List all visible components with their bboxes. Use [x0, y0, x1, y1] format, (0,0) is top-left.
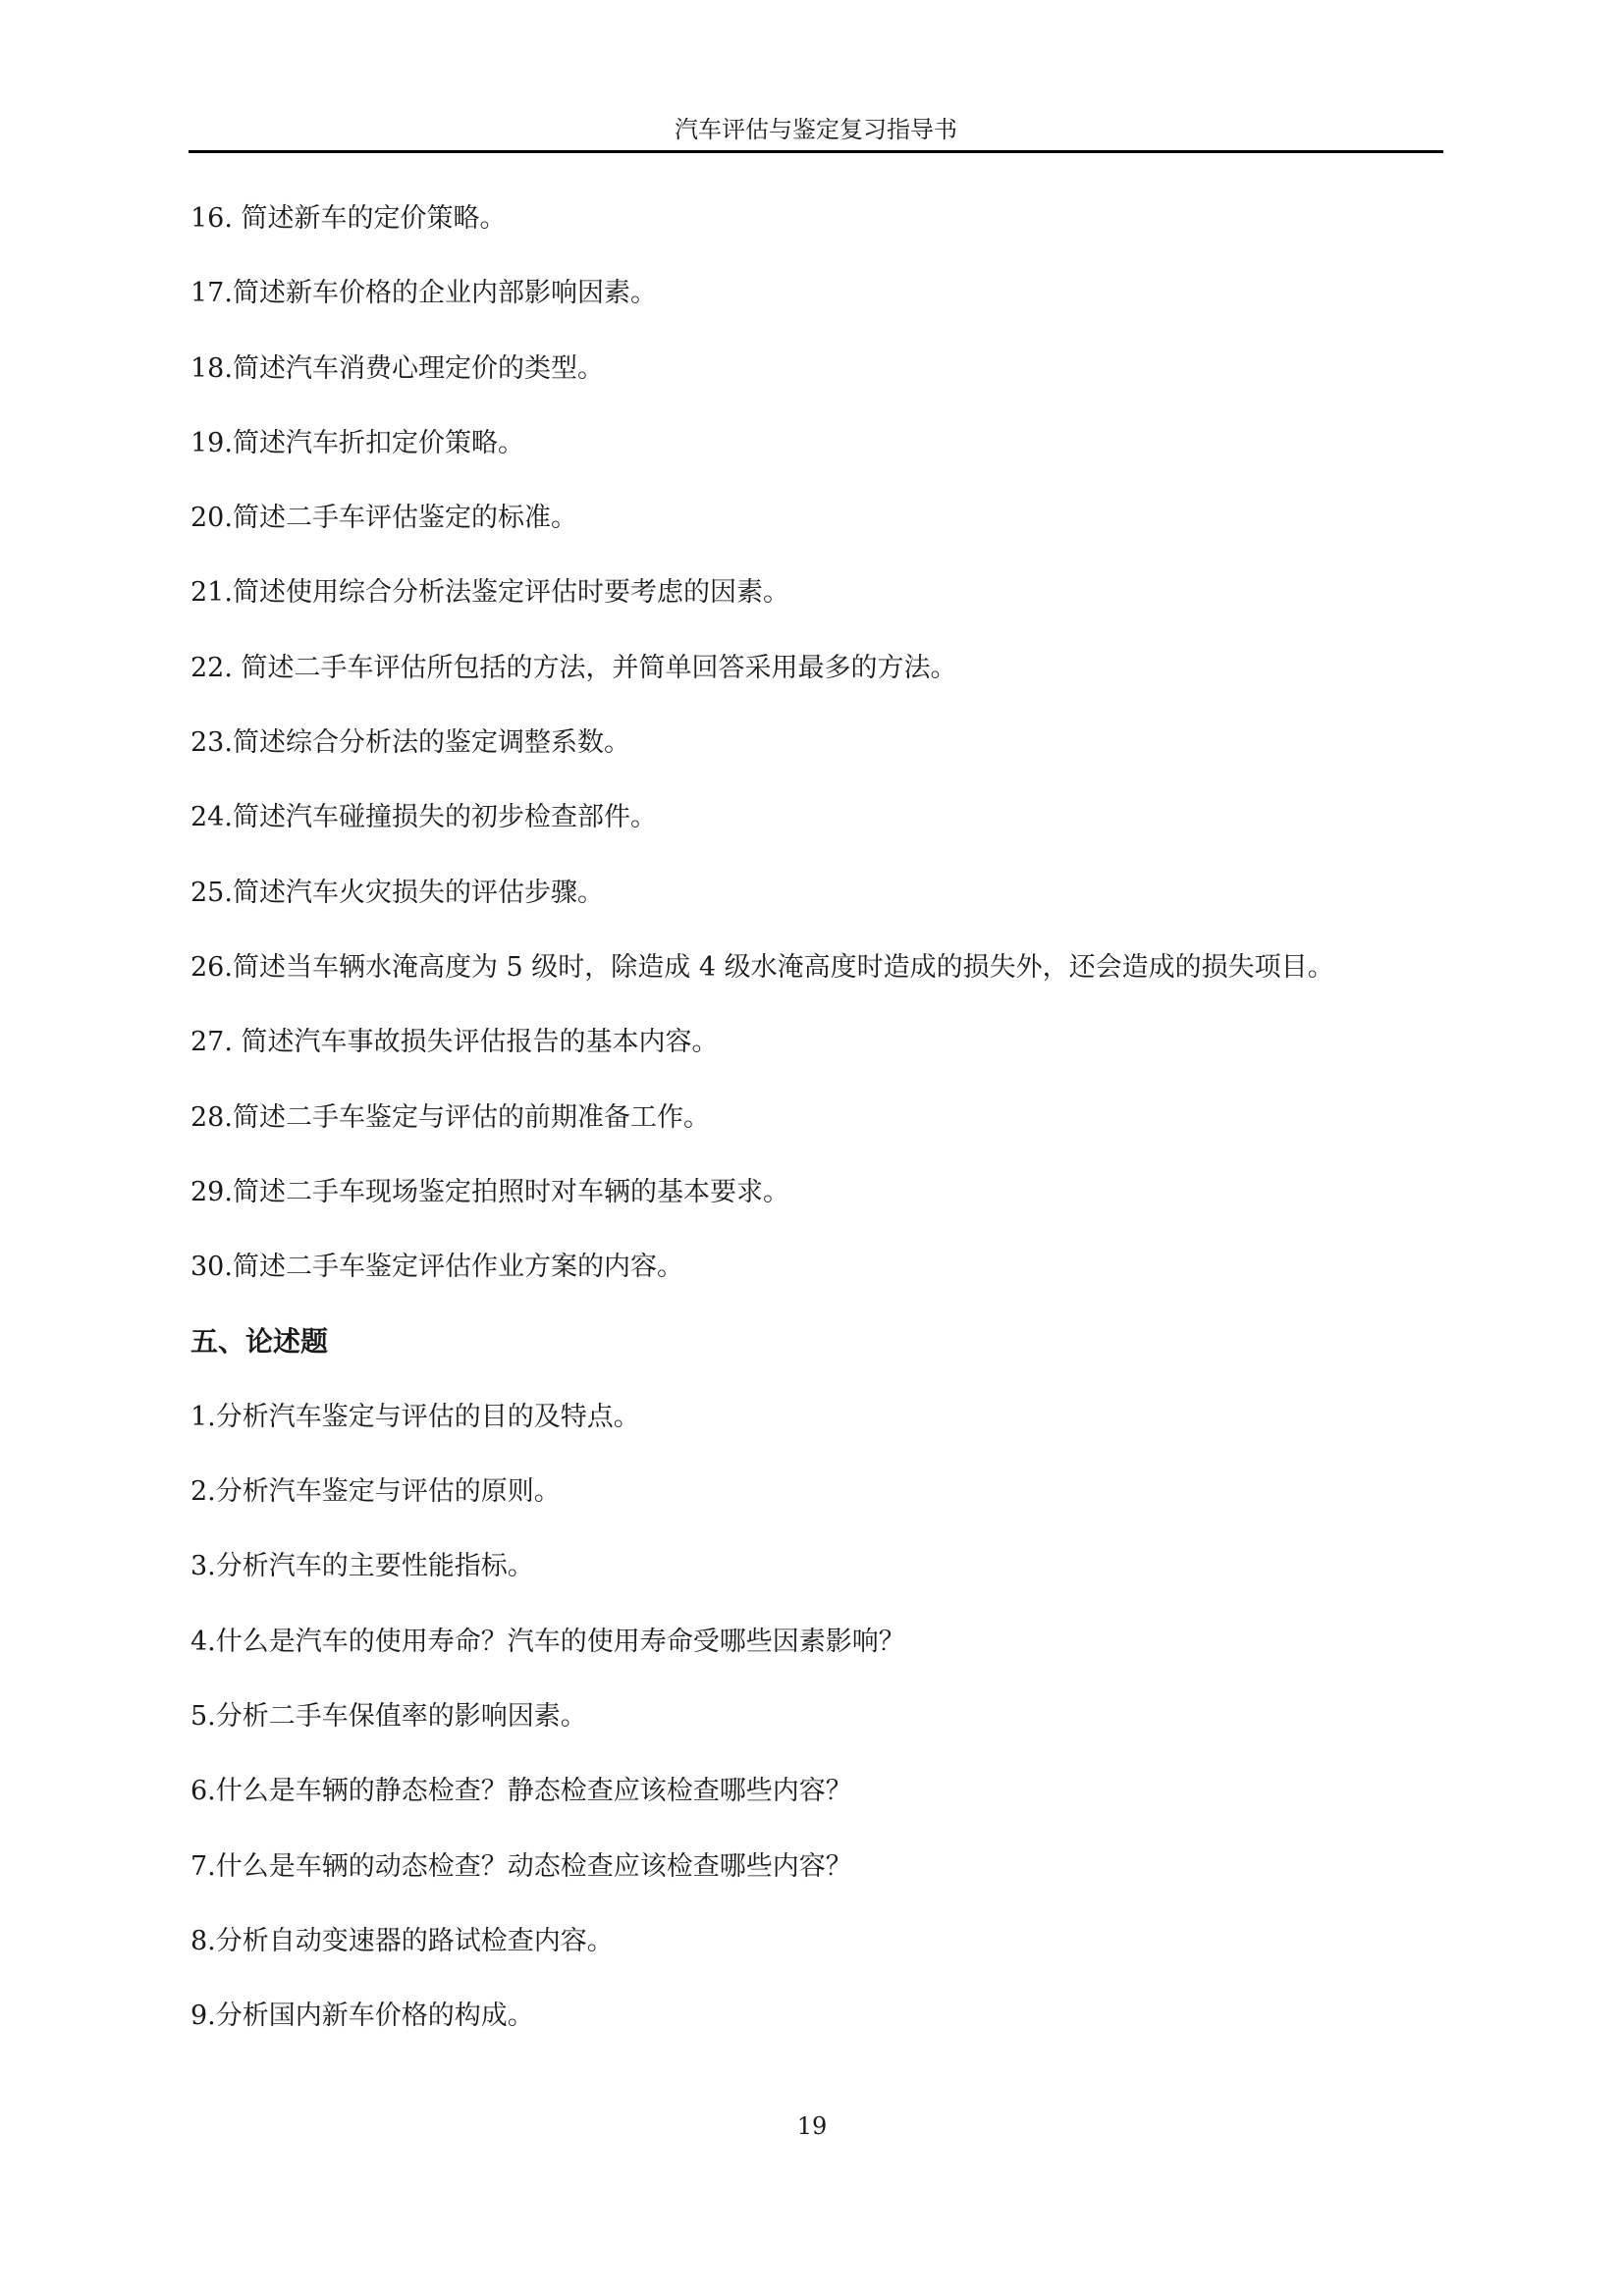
question-item: 6.什么是车辆的静态检查？静态检查应该检查哪些内容？: [190, 1776, 852, 1807]
question-item: 16. 简述新车的定价策略。: [190, 203, 507, 234]
question-item: 3.分析汽车的主要性能指标。: [190, 1551, 534, 1582]
section-heading: 五、论述题: [190, 1325, 329, 1359]
question-item: 1.分析汽车鉴定与评估的目的及特点。: [190, 1401, 640, 1432]
question-item: 9.分析国内新车价格的构成。: [190, 2001, 534, 2032]
header-rule: [189, 150, 1443, 153]
page-number: 19: [796, 2112, 828, 2140]
page-header-title: 汽车评估与鉴定复习指导书: [675, 116, 957, 143]
question-item: 2.分析汽车鉴定与评估的原则。: [190, 1476, 561, 1508]
question-item: 5.分析二手车保值率的影响因素。: [190, 1700, 587, 1732]
question-item: 8.分析自动变速器的路试检查内容。: [190, 1925, 614, 1956]
question-item: 29.简述二手车现场鉴定拍照时对车辆的基本要求。: [190, 1176, 789, 1207]
question-item: 7.什么是车辆的动态检查？动态检查应该检查哪些内容？: [190, 1850, 852, 1882]
question-item: 24.简述汽车碰撞损失的初步检查部件。: [190, 802, 657, 833]
question-item: 18.简述汽车消费心理定价的类型。: [190, 352, 604, 384]
question-item: 17.简述新车价格的企业内部影响因素。: [190, 278, 657, 309]
question-item: 21.简述使用综合分析法鉴定评估时要考虑的因素。: [190, 577, 789, 609]
question-item: 27. 简述汽车事故损失评估报告的基本内容。: [190, 1027, 719, 1058]
question-item: 19.简述汽车折扣定价策略。: [190, 427, 524, 458]
question-item: 28.简述二手车鉴定与评估的前期准备工作。: [190, 1101, 710, 1133]
question-item: 20.简述二手车评估鉴定的标准。: [190, 503, 577, 534]
question-item: 30.简述二手车鉴定评估作业方案的内容。: [190, 1252, 683, 1283]
question-item: 22. 简述二手车评估所包括的方法，并简单回答采用最多的方法。: [190, 652, 957, 683]
question-item: 23.简述综合分析法的鉴定调整系数。: [190, 727, 630, 759]
question-item: 25.简述汽车火灾损失的评估步骤。: [190, 877, 604, 908]
question-item: 4.什么是汽车的使用寿命？汽车的使用寿命受哪些因素影响？: [190, 1626, 905, 1657]
page-content: [190, 201, 1457, 2073]
question-item: 26.简述当车辆水淹高度为 5 级时，除造成 4 级水淹高度时造成的损失外，还会造成的损失项目。: [190, 951, 1334, 983]
